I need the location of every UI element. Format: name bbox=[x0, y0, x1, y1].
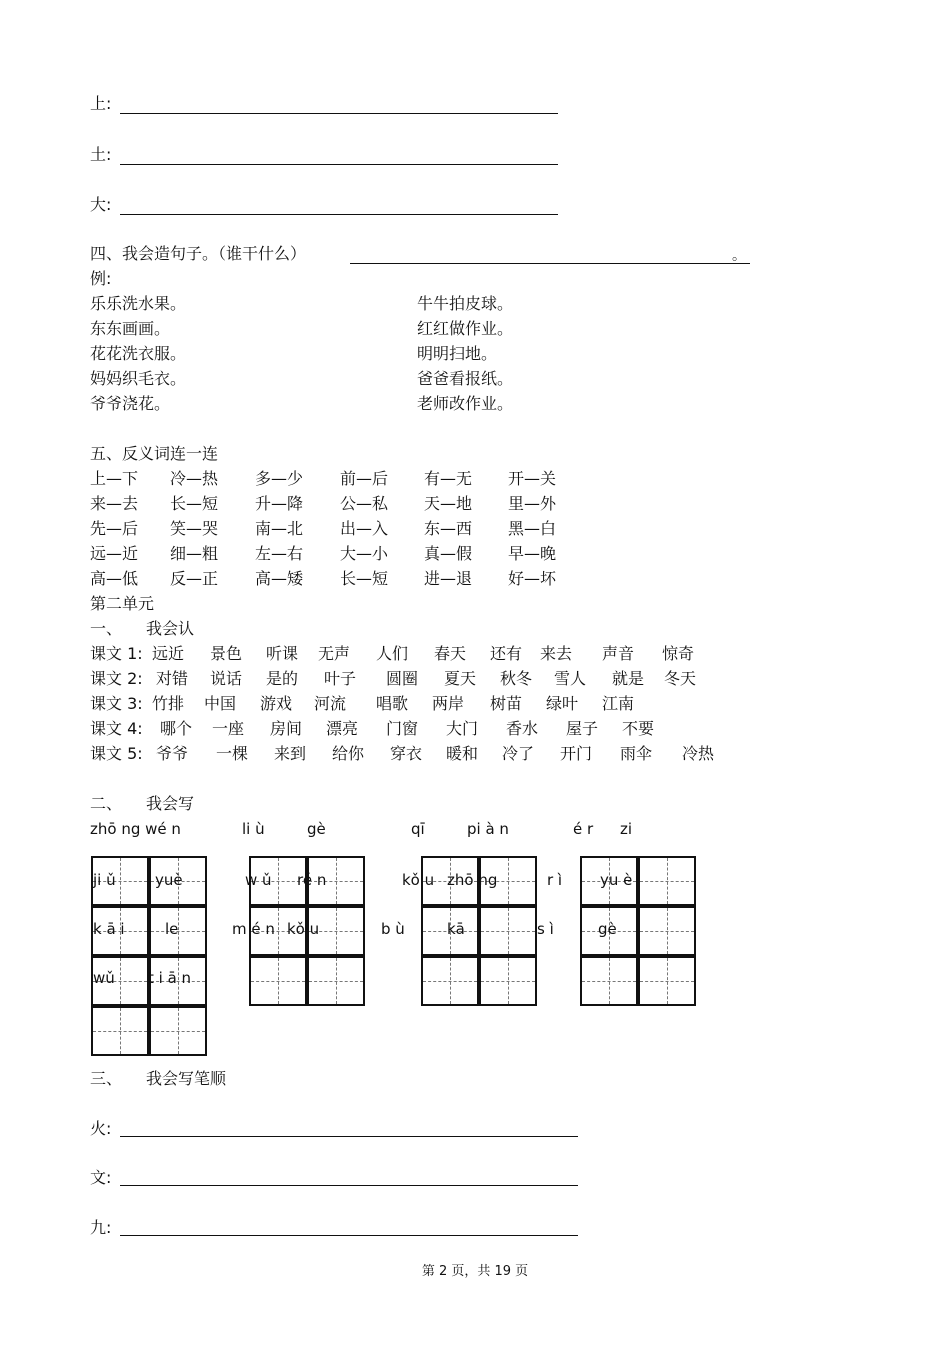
vocab-word: 对错 bbox=[156, 669, 189, 688]
answer-line[interactable] bbox=[120, 164, 558, 165]
grid-guide-line bbox=[120, 958, 121, 1004]
part1-title: 一、 我会认 bbox=[90, 619, 195, 638]
antonym-pair[interactable]: 高—低 bbox=[90, 569, 139, 588]
grid-guide-line bbox=[178, 1008, 179, 1054]
vocab-word: 绿叶 bbox=[546, 694, 579, 713]
writing-grid-cell[interactable] bbox=[638, 956, 696, 1006]
pinyin-label: m é n bbox=[232, 920, 275, 938]
antonym-pair[interactable]: 长—短 bbox=[170, 494, 219, 513]
vocab-word: 唱歌 bbox=[376, 694, 409, 713]
antonym-pair[interactable]: 上—下 bbox=[90, 469, 139, 488]
pinyin-label: ré n bbox=[297, 871, 327, 889]
grid-guide-line bbox=[278, 958, 279, 1004]
vocab-word: 香水 bbox=[506, 719, 539, 738]
pinyin-label: r ì bbox=[547, 871, 563, 889]
example-sentence: 乐乐洗水果。 bbox=[90, 294, 187, 313]
vocab-word: 河流 bbox=[314, 694, 347, 713]
vocab-word: 来去 bbox=[540, 644, 573, 663]
grid-guide-line bbox=[336, 958, 337, 1004]
grid-guide-line bbox=[120, 858, 121, 904]
grid-guide-line bbox=[336, 908, 337, 954]
answer-line[interactable] bbox=[120, 214, 558, 215]
stroke-char-label: 九: bbox=[90, 1218, 112, 1237]
lesson-label: 课文 3: bbox=[90, 694, 143, 713]
lesson-label: 课文 4: bbox=[90, 719, 143, 738]
vocab-word: 暖和 bbox=[446, 744, 479, 763]
vocab-word: 冷了 bbox=[502, 744, 535, 763]
pinyin-label: kā bbox=[447, 920, 465, 938]
antonym-pair[interactable]: 天—地 bbox=[424, 494, 473, 513]
grid-guide-line bbox=[336, 858, 337, 904]
vocab-word: 远近 bbox=[152, 644, 185, 663]
pinyin-label: kǒ u bbox=[402, 871, 435, 889]
example-sentence: 爷爷浇花。 bbox=[90, 394, 171, 413]
pinyin-label: ji ǔ bbox=[93, 871, 116, 889]
example-sentence: 妈妈织毛衣。 bbox=[90, 369, 187, 388]
example-sentence: 花花洗衣服。 bbox=[90, 344, 187, 363]
section4-title: 四、我会造句子。（谁干什么） bbox=[90, 244, 307, 263]
unit-title: 第二单元 bbox=[90, 594, 155, 613]
lesson-label: 课文 1: bbox=[90, 644, 143, 663]
example-sentence: 红红做作业。 bbox=[417, 319, 514, 338]
pinyin-label: li ù bbox=[242, 820, 265, 838]
vocab-word: 声音 bbox=[602, 644, 635, 663]
pinyin-label: k ā i bbox=[93, 920, 125, 938]
antonym-pair[interactable]: 来—去 bbox=[90, 494, 139, 513]
lesson-label: 课文 5: bbox=[90, 744, 143, 763]
vocab-word: 树苗 bbox=[490, 694, 523, 713]
antonym-pair[interactable]: 细—粗 bbox=[170, 544, 219, 563]
grid-guide-line bbox=[667, 858, 668, 904]
antonym-pair[interactable]: 前—后 bbox=[340, 469, 389, 488]
vocab-word: 屋子 bbox=[566, 719, 599, 738]
vocab-word: 是的 bbox=[266, 669, 299, 688]
antonym-pair[interactable]: 里—外 bbox=[508, 494, 557, 513]
antonym-pair[interactable]: 多—少 bbox=[255, 469, 304, 488]
grid-guide-line bbox=[667, 908, 668, 954]
grid-guide-line bbox=[508, 858, 509, 904]
antonym-pair[interactable]: 反—正 bbox=[170, 569, 219, 588]
vocab-word: 来到 bbox=[274, 744, 307, 763]
antonym-pair[interactable]: 笑—哭 bbox=[170, 519, 219, 538]
grid-guide-line bbox=[450, 958, 451, 1004]
antonym-pair[interactable]: 先—后 bbox=[90, 519, 139, 538]
grid-guide-line bbox=[667, 958, 668, 1004]
antonym-pair[interactable]: 左—右 bbox=[255, 544, 304, 563]
pinyin-label: le bbox=[165, 920, 179, 938]
grid-guide-line bbox=[508, 958, 509, 1004]
writing-grid-cell[interactable] bbox=[91, 1006, 149, 1056]
period-mark: 。 bbox=[732, 248, 746, 264]
example-label: 例: bbox=[90, 269, 112, 288]
antonym-pair[interactable]: 冷—热 bbox=[170, 469, 219, 488]
vocab-word: 不要 bbox=[622, 719, 655, 738]
vocab-word: 一座 bbox=[212, 719, 245, 738]
antonym-pair[interactable]: 东—西 bbox=[424, 519, 473, 538]
antonym-pair[interactable]: 远—近 bbox=[90, 544, 139, 563]
pinyin-label: gè bbox=[598, 920, 617, 938]
vocab-word: 大门 bbox=[446, 719, 479, 738]
vocab-word: 说话 bbox=[210, 669, 243, 688]
writing-grid-cell[interactable] bbox=[580, 956, 638, 1006]
antonym-pair[interactable]: 长—短 bbox=[340, 569, 389, 588]
vocab-word: 圆圈 bbox=[386, 669, 419, 688]
stroke-char-label: 土: bbox=[90, 145, 112, 164]
vocab-word: 春天 bbox=[434, 644, 467, 663]
grid-guide-line bbox=[508, 908, 509, 954]
antonym-pair[interactable]: 好—坏 bbox=[508, 569, 557, 588]
pinyin-label: s ì bbox=[537, 920, 554, 938]
writing-grid-cell[interactable] bbox=[479, 956, 537, 1006]
vocab-word: 游戏 bbox=[260, 694, 293, 713]
vocab-word: 雨伞 bbox=[620, 744, 653, 763]
pinyin-label: yuè bbox=[155, 871, 183, 889]
antonym-pair[interactable]: 升—降 bbox=[255, 494, 304, 513]
writing-grid-cell[interactable] bbox=[638, 906, 696, 956]
answer-line[interactable] bbox=[120, 1185, 578, 1186]
lesson-label: 课文 2: bbox=[90, 669, 143, 688]
writing-grid-cell[interactable] bbox=[638, 856, 696, 906]
pinyin-label: é r bbox=[573, 820, 594, 838]
part3-title: 三、 我会写笔顺 bbox=[90, 1069, 227, 1088]
pinyin-label: t i ā n bbox=[148, 969, 192, 987]
answer-line[interactable] bbox=[120, 1235, 578, 1236]
stroke-char-label: 文: bbox=[90, 1168, 112, 1187]
vocab-word: 门窗 bbox=[386, 719, 419, 738]
pinyin-label: zi bbox=[620, 820, 633, 838]
pinyin-label: gè bbox=[307, 820, 326, 838]
writing-grid-cell[interactable] bbox=[149, 1006, 207, 1056]
example-sentence: 明明扫地。 bbox=[417, 344, 498, 363]
antonym-pair[interactable]: 公—私 bbox=[340, 494, 389, 513]
stroke-char-label: 火: bbox=[90, 1119, 112, 1138]
answer-line[interactable] bbox=[120, 1136, 578, 1137]
antonym-pair[interactable]: 南—北 bbox=[255, 519, 304, 538]
grid-guide-line bbox=[609, 958, 610, 1004]
example-sentence: 老师改作业。 bbox=[417, 394, 514, 413]
vocab-word: 秋冬 bbox=[500, 669, 533, 688]
vocab-word: 竹排 bbox=[152, 694, 185, 713]
vocab-word: 夏天 bbox=[444, 669, 477, 688]
vocab-word: 两岸 bbox=[432, 694, 465, 713]
antonym-pair[interactable]: 出—入 bbox=[340, 519, 389, 538]
section5-title: 五、反义词连一连 bbox=[90, 444, 219, 463]
antonym-pair[interactable]: 进—退 bbox=[424, 569, 473, 588]
antonym-pair[interactable]: 开—关 bbox=[508, 469, 557, 488]
vocab-word: 冷热 bbox=[682, 744, 715, 763]
vocab-word: 就是 bbox=[612, 669, 645, 688]
vocab-word: 中国 bbox=[204, 694, 237, 713]
stroke-char-label: 上: bbox=[90, 94, 112, 113]
vocab-word: 景色 bbox=[210, 644, 243, 663]
vocab-word: 哪个 bbox=[160, 719, 193, 738]
vocab-word: 还有 bbox=[490, 644, 523, 663]
antonym-pair[interactable]: 有—无 bbox=[424, 469, 473, 488]
example-sentence: 爸爸看报纸。 bbox=[417, 369, 514, 388]
vocab-word: 漂亮 bbox=[326, 719, 359, 738]
writing-grid-cell[interactable] bbox=[421, 956, 479, 1006]
stroke-char-label: 大: bbox=[90, 195, 112, 214]
example-sentence: 牛牛拍皮球。 bbox=[417, 294, 514, 313]
page-footer: 第 2 页，共 19 页 bbox=[421, 1264, 529, 1279]
vocab-word: 冬天 bbox=[664, 669, 697, 688]
antonym-pair[interactable]: 早—晚 bbox=[508, 544, 557, 563]
vocab-word: 叶子 bbox=[324, 669, 357, 688]
grid-guide-line bbox=[278, 858, 279, 904]
pinyin-label: zhō ng wé n bbox=[90, 820, 181, 838]
vocab-word: 爷爷 bbox=[156, 744, 189, 763]
vocab-word: 开门 bbox=[560, 744, 593, 763]
vocab-word: 听课 bbox=[266, 644, 299, 663]
pinyin-label: wǔ bbox=[93, 969, 115, 987]
vocab-word: 无声 bbox=[318, 644, 351, 663]
vocab-word: 给你 bbox=[332, 744, 365, 763]
pinyin-label: yu è bbox=[600, 871, 633, 889]
writing-grid-cell[interactable] bbox=[307, 956, 365, 1006]
sentence-answer-line[interactable] bbox=[350, 263, 750, 264]
vocab-word: 人们 bbox=[376, 644, 409, 663]
vocab-word: 穿衣 bbox=[390, 744, 423, 763]
pinyin-label: qī bbox=[411, 820, 425, 838]
pinyin-label: kǒ u bbox=[287, 920, 320, 938]
vocab-word: 房间 bbox=[270, 719, 303, 738]
pinyin-label: pi à n bbox=[467, 820, 509, 838]
vocab-word: 雪人 bbox=[554, 669, 587, 688]
pinyin-label: b ù bbox=[381, 920, 405, 938]
vocab-word: 惊奇 bbox=[662, 644, 695, 663]
pinyin-label: zhō ng bbox=[447, 871, 498, 889]
example-sentence: 东东画画。 bbox=[90, 319, 171, 338]
grid-guide-line bbox=[120, 1008, 121, 1054]
part2-title: 二、 我会写 bbox=[90, 794, 195, 813]
vocab-word: 江南 bbox=[602, 694, 635, 713]
vocab-word: 一棵 bbox=[216, 744, 249, 763]
antonym-pair[interactable]: 高—矮 bbox=[255, 569, 304, 588]
writing-grid-cell[interactable] bbox=[479, 906, 537, 956]
antonym-pair[interactable]: 真—假 bbox=[424, 544, 473, 563]
writing-grid-cell[interactable] bbox=[249, 956, 307, 1006]
antonym-pair[interactable]: 大—小 bbox=[340, 544, 389, 563]
antonym-pair[interactable]: 黑—白 bbox=[508, 519, 557, 538]
pinyin-label: w ǔ bbox=[245, 871, 272, 889]
grid-guide-line bbox=[278, 908, 279, 954]
answer-line[interactable] bbox=[120, 113, 558, 114]
